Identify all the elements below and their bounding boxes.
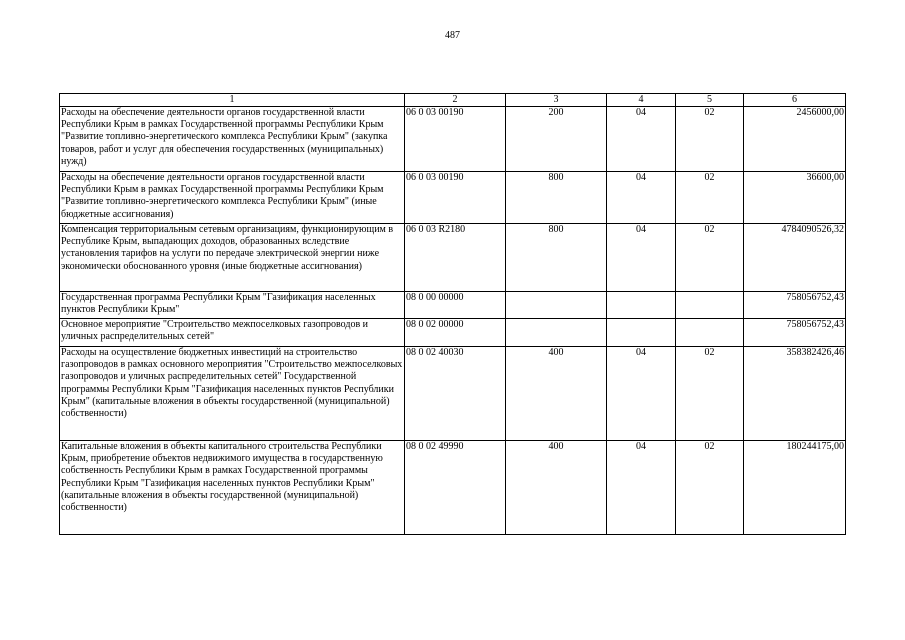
row-type: 800 xyxy=(506,172,607,224)
row-description: Расходы на обеспечение деятельности органов государственной власти Республики Крым в рамках Государственной программы Республики Крым "Развитие топливно-энергетического комплекса Республики Крым" (иные бюджетные ассигнования) xyxy=(60,172,405,224)
row-type: 400 xyxy=(506,441,607,535)
column-header-6: 6 xyxy=(744,94,846,107)
table-row xyxy=(60,292,846,319)
row-amount: 180244175,00 xyxy=(744,441,846,535)
row-code: 08 0 02 49990 xyxy=(405,441,506,535)
column-header-3: 3 xyxy=(506,94,607,107)
table-row xyxy=(60,347,846,441)
table-row xyxy=(60,319,846,347)
table-row xyxy=(60,172,846,224)
row-subsection: 02 xyxy=(676,107,744,172)
column-header-2: 2 xyxy=(405,94,506,107)
row-section: 04 xyxy=(607,347,676,441)
row-subsection: 02 xyxy=(676,172,744,224)
page-number: 487 xyxy=(445,30,460,41)
row-type: 400 xyxy=(506,347,607,441)
row-section xyxy=(607,319,676,347)
row-code: 06 0 03 00190 xyxy=(405,107,506,172)
row-type: 200 xyxy=(506,107,607,172)
row-section: 04 xyxy=(607,107,676,172)
row-description: Капитальные вложения в объекты капитального строительства Республики Крым, приобретение объектов недвижимого имущества в государственную собственность Республики Крым в рамках Государственной программы Республики Крым "Газификация населенных пунктов Республики Крым" (капитальные вложения в объекты государственной (муниципальной) собственности) xyxy=(60,441,405,535)
row-type xyxy=(506,292,607,319)
row-code: 06 0 03 00190 xyxy=(405,172,506,224)
row-subsection xyxy=(676,292,744,319)
row-section xyxy=(607,292,676,319)
column-header-5: 5 xyxy=(676,94,744,107)
column-header-4: 4 xyxy=(607,94,676,107)
row-amount: 36600,00 xyxy=(744,172,846,224)
row-description: Расходы на осуществление бюджетных инвестиций на строительство газопроводов в рамках основного мероприятия "Строительство межпоселковых газопроводов и уличных распределительных сетей" Государственной программы Республики Крым "Газификация населенных пунктов Республики Крым" (капитальные вложения в объекты государственной (муниципальной) собственности) xyxy=(60,347,405,441)
row-subsection: 02 xyxy=(676,224,744,292)
row-code: 08 0 02 40030 xyxy=(405,347,506,441)
row-subsection: 02 xyxy=(676,347,744,441)
table-row xyxy=(60,107,846,172)
row-description: Компенсация территориальным сетевым организациям, функционирующим в Республике Крым, выпадающих доходов, образованных вследствие установления тарифов на услуги по передаче электрической энергии ниже экономически обоснованного уровня (иные бюджетные ассигнования) xyxy=(60,224,405,292)
row-description: Расходы на обеспечение деятельности органов государственной власти Республики Крым в рамках Государственной программы Республики Крым "Развитие топливно-энергетического комплекса Республики Крым" (закупка товаров, работ и услуг для обеспечения государственных (муниципальных) нужд) xyxy=(60,107,405,172)
row-description: Государственная программа Республики Крым "Газификация населенных пунктов Республики Крым" xyxy=(60,292,405,319)
table-row xyxy=(60,441,846,535)
row-subsection: 02 xyxy=(676,441,744,535)
row-code: 08 0 00 00000 xyxy=(405,292,506,319)
row-amount: 358382426,46 xyxy=(744,347,846,441)
row-amount: 2456000,00 xyxy=(744,107,846,172)
row-amount: 758056752,43 xyxy=(744,319,846,347)
column-header-1: 1 xyxy=(60,94,405,107)
row-code: 06 0 03 R2180 xyxy=(405,224,506,292)
row-type xyxy=(506,319,607,347)
row-section: 04 xyxy=(607,441,676,535)
row-section: 04 xyxy=(607,172,676,224)
header-row xyxy=(60,94,846,107)
row-amount: 758056752,43 xyxy=(744,292,846,319)
row-section: 04 xyxy=(607,224,676,292)
row-subsection xyxy=(676,319,744,347)
row-description: Основное мероприятие "Строительство межпоселковых газопроводов и уличных распределительных сетей" xyxy=(60,319,405,347)
table-row xyxy=(60,224,846,292)
row-code: 08 0 02 00000 xyxy=(405,319,506,347)
row-type: 800 xyxy=(506,224,607,292)
budget-table xyxy=(59,93,846,535)
row-amount: 4784090526,32 xyxy=(744,224,846,292)
